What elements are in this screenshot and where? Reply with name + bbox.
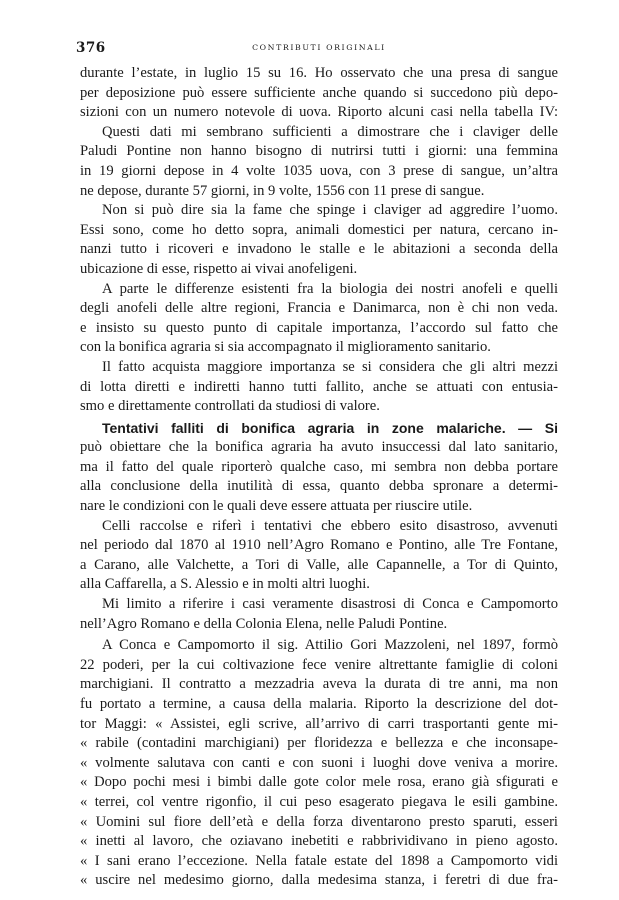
section-heading: Tentativi falliti di bonifica agraria in zone malariche. — Si (102, 419, 558, 436)
text-line: sizioni con un numero notevole di uova. Riporto alcuni casi nella tabella IV: (80, 104, 558, 121)
quote-line: « volmente salutava con canti e con suoni i luoghi dove veniva a morire. (80, 754, 558, 771)
paragraph-start: A Conca e Campomorto il sig. Attilio Gori Mazzoleni, nel 1897, formò (102, 637, 558, 654)
text-line: per deposizione può essere sufficiente anche quando si succedono più depo- (80, 84, 558, 101)
text-line: a Carano, alle Valchette, a Tori di Valle, alle Capannelle, a Tor di Quinto, (80, 556, 558, 573)
page-header (76, 40, 562, 60)
text-line: nel periodo dal 1870 al 1910 nell’Agro Romano e Pontino, alle Tre Fontane, (80, 537, 558, 554)
text-line: in 19 giorni depose in 4 volte 1035 uova, con 3 prese di sangue, un’altra (80, 162, 558, 179)
text-line: fu portato a termine, a causa della malaria. Riporto la descrizione del dot- (80, 696, 558, 712)
quote-line: « uscire nel medesimo giorno, dalla medesima stanza, i feretri di due fra- (80, 872, 558, 889)
text-line: 22 poderi, per la cui coltivazione fece venire altrettante famiglie di coloni (80, 656, 558, 673)
quote-line: « inetti al lavoro, che oziavano inebetiti e rabbrividivano in pieno agosto. (80, 833, 558, 850)
text-line: alla Caffarella, a S. Alessio e in molti altri luoghi. (80, 576, 370, 593)
text-line: degli anofeli delle altre regioni, Francia e Danimarca, non è chi non veda. (80, 300, 558, 317)
text-line: Paludi Pontine non hanno bisogno di nutrirsi tutti i giorni: una femmina (80, 143, 558, 160)
text-line: di lotta diretti e indiretti hanno tutti fallito, anche se attuati con entusia- (80, 378, 558, 395)
paragraph-start: Mi limito a riferire i casi veramente disastrosi di Conca e Campomorto (102, 596, 558, 613)
text-line: nanzi tutto i ricoveri e invadono le stalle e le abitazioni a seconda della (80, 241, 558, 258)
text-line: ne depose, durante 57 giorni, in 9 volte, 1556 con 11 prese di sangue. (80, 182, 485, 199)
text-line: durante l’estate, in luglio 15 su 16. Ho osservato che una presa di sangue (80, 65, 558, 81)
text-line: Essi sono, come ho detto sopra, animali domestici per natura, cercano in- (80, 221, 558, 238)
quote-line: « Uomini sul fiore dell’età e della forza diventarono presto sparuti, esseri (80, 813, 558, 830)
text-line: nell’Agro Romano e della Colonia Elena, nelle Paludi Pontine. (80, 615, 448, 632)
text-line: alla conclusione della inutilità di essa, quanto debba spronare a determi- (80, 478, 558, 495)
paragraph-start: A parte le differenze esistenti fra la biologia dei nostri anofeli e quelli (102, 280, 558, 297)
quote-line: « I sani erano l’eccezione. Nella fatale estate del 1898 a Campomorto vidi (80, 852, 558, 869)
text-line: smo e direttamente controllati da studiosi di valore. (80, 398, 380, 415)
text-line: e insisto su questo punto di capitale importanza, l’accordo sul fatto che (80, 319, 558, 336)
body-text (80, 64, 558, 891)
quote-line: « terrei, col ventre rigonfio, il cui peso esagerato piegava le esili gambine. (80, 793, 558, 810)
text-line: ubicazione di esse, rispetto ai vivai anofeligeni. (80, 260, 358, 277)
paragraph-start: Questi dati mi sembrano sufficienti a dimostrare che i claviger delle (102, 123, 558, 140)
paragraph-start: Il fatto acquista maggiore importanza se si considera che gli altri mezzi (102, 358, 558, 375)
text-line: può obiettare che la bonifica agraria ha avuto insuccessi dal lato sanitario, (80, 439, 558, 456)
page-number: 376 (76, 40, 106, 56)
text-line: nare le condizioni con le quali deve essere attuata per riuscire utile. (80, 498, 473, 515)
quote-line: « rabile (contadini marchigiani) per floridezza e bellezza e che inconsape- (80, 735, 558, 752)
paragraph-start: Celli raccolse e riferì i tentativi che ebbero esito disastroso, avvenuti (102, 517, 558, 534)
running-title: CONTRIBUTI ORIGINALI (252, 43, 386, 52)
text-line: tor Maggi: « Assistei, egli scrive, all’arrivo di carri trasportanti gente mi- (80, 715, 558, 732)
quote-line: « Dopo pochi mesi i bimbi dalle gote color mele rosa, erano già sfigurati e (80, 774, 558, 791)
paragraph-start: Non si può dire sia la fame che spinge i claviger ad aggredire l’uomo. (102, 202, 558, 219)
text-line: marchigiani. Il contratto a mezzadria aveva la durata di tre anni, ma non (80, 676, 558, 693)
text-line: ma il fatto del quale riporterò qualche caso, mi sembra non debba portare (80, 458, 558, 475)
text-line: con la bonifica agraria si sia accompagnato il miglioramento sanitario. (80, 339, 491, 356)
